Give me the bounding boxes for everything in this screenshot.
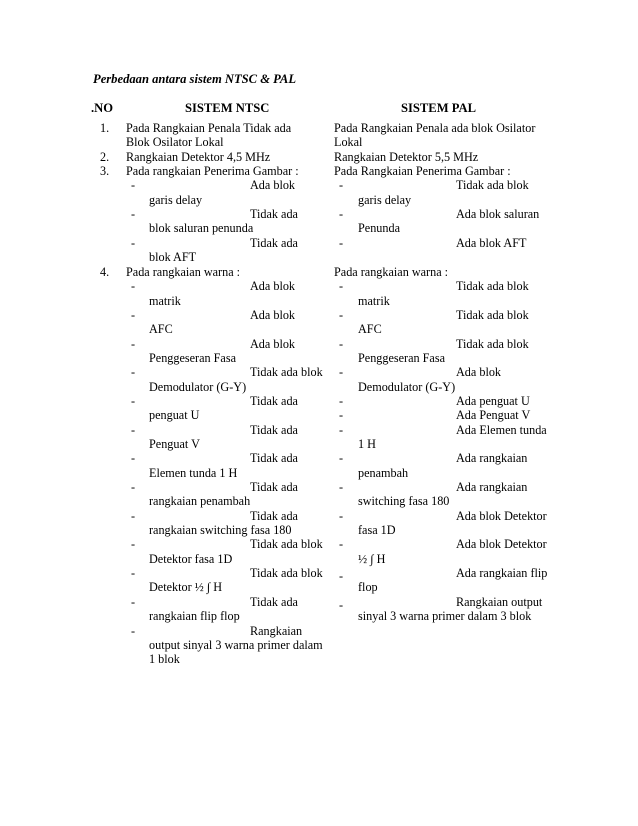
ntsc-item-desc: garis delay — [149, 193, 203, 207]
pal-item-dash: - — [339, 537, 344, 551]
ntsc-item-status: Tidak ada — [250, 236, 298, 250]
ntsc-item-desc: Elemen tunda 1 H — [149, 466, 238, 480]
ntsc-item-desc: Penguat V — [149, 437, 200, 451]
ntsc-cell: Pada rangkaian warna : — [126, 265, 241, 279]
pal-item-status: Ada Penguat V — [456, 408, 531, 422]
ntsc-item-status: Tidak ada — [250, 451, 298, 465]
pal-item-dash: - — [339, 394, 344, 408]
ntsc-item-status: Ada blok — [250, 308, 296, 322]
ntsc-item-desc-cont: 1 blok — [149, 652, 180, 666]
pal-item-dash: - — [339, 451, 344, 465]
pal-item-desc: penambah — [358, 466, 409, 480]
pal-item-status: Tidak ada blok — [456, 178, 529, 192]
pal-item-status: Ada blok Detektor — [456, 537, 547, 551]
row-number: 2. — [100, 150, 110, 164]
pal-item-desc: garis delay — [358, 193, 412, 207]
pal-item-dash: - — [339, 480, 344, 494]
ntsc-item-status: Tidak ada — [250, 509, 298, 523]
pal-item-desc: sinyal 3 warna primer dalam 3 blok — [358, 609, 532, 623]
ntsc-item-desc: matrik — [149, 294, 181, 308]
ntsc-item-status: Tidak ada blok — [250, 365, 323, 379]
ntsc-item-status: Ada blok — [250, 337, 296, 351]
ntsc-item-desc: rangkaian switching fasa 180 — [149, 523, 292, 537]
pal-item-desc: 1 H — [358, 437, 376, 451]
ntsc-item-dash: - — [131, 236, 136, 250]
pal-item-dash: - — [339, 279, 344, 293]
pal-cell: Pada Rangkaian Penerima Gambar : — [334, 164, 511, 178]
row-number: 4. — [100, 265, 110, 279]
pal-item-desc: Penggeseran Fasa — [358, 351, 445, 365]
pal-item-desc: flop — [358, 580, 378, 594]
header-ntsc: SISTEM NTSC — [185, 101, 270, 115]
pal-item-status: Ada blok saluran — [456, 207, 540, 221]
ntsc-item-dash: - — [131, 365, 136, 379]
ntsc-item-dash: - — [131, 308, 136, 322]
ntsc-item-dash: - — [131, 566, 136, 580]
ntsc-item-desc: Penggeseran Fasa — [149, 351, 236, 365]
ntsc-cell: Pada Rangkaian Penala Tidak ada — [126, 121, 292, 135]
ntsc-item-desc: AFC — [149, 322, 173, 336]
pal-item-desc: Penunda — [358, 221, 400, 235]
ntsc-item-status: Tidak ada — [250, 480, 298, 494]
pal-cell: Pada rangkaian warna : — [334, 265, 449, 279]
pal-item-desc: ½ ∫ H — [358, 552, 386, 566]
pal-item-dash: - — [339, 236, 344, 250]
ntsc-item-desc: blok saluran penunda — [149, 221, 254, 235]
pal-item-status: Ada rangkaian — [456, 480, 528, 494]
pal-item-status: Ada blok AFT — [456, 236, 527, 250]
ntsc-item-dash: - — [131, 423, 136, 437]
pal-item-status: Ada blok — [456, 365, 502, 379]
pal-item-status: Ada rangkaian flip — [456, 566, 548, 580]
ntsc-cell: Rangkaian Detektor 4,5 MHz — [126, 150, 271, 164]
ntsc-item-desc: output sinyal 3 warna primer dalam — [149, 638, 323, 652]
pal-item-dash: - — [339, 408, 344, 422]
ntsc-item-status: Tidak ada blok — [250, 537, 323, 551]
ntsc-item-dash: - — [131, 394, 136, 408]
pal-cell-cont: Lokal — [334, 135, 363, 149]
ntsc-item-dash: - — [131, 279, 136, 293]
ntsc-item-status: Ada blok — [250, 178, 296, 192]
ntsc-item-desc: penguat U — [149, 408, 200, 422]
ntsc-item-status: Ada blok — [250, 279, 296, 293]
pal-item-status: Ada blok Detektor — [456, 509, 547, 523]
ntsc-item-desc: Demodulator (G-Y) — [149, 380, 247, 394]
pal-cell: Rangkaian Detektor 5,5 MHz — [334, 150, 479, 164]
ntsc-item-desc: Detektor ½ ∫ H — [149, 580, 223, 594]
pal-item-status: Tidak ada blok — [456, 308, 529, 322]
pal-item-status: Tidak ada blok — [456, 279, 529, 293]
row-number: 1. — [100, 121, 110, 135]
pal-item-dash: - — [339, 598, 344, 612]
ntsc-item-status: Tidak ada — [250, 595, 298, 609]
pal-item-desc: AFC — [358, 322, 382, 336]
ntsc-item-dash: - — [131, 509, 136, 523]
row-number: 3. — [100, 164, 110, 178]
pal-item-dash: - — [339, 178, 344, 192]
ntsc-item-status: Rangkaian — [250, 624, 303, 638]
ntsc-item-desc: rangkaian penambah — [149, 494, 251, 508]
ntsc-item-status: Tidak ada — [250, 394, 298, 408]
pal-item-status: Ada penguat U — [456, 394, 530, 408]
ntsc-item-desc: blok AFT — [149, 250, 197, 264]
pal-item-desc: switching fasa 180 — [358, 494, 450, 508]
ntsc-item-desc: Detektor fasa 1D — [149, 552, 233, 566]
ntsc-item-dash: - — [131, 451, 136, 465]
ntsc-cell: Pada rangkaian Penerima Gambar : — [126, 164, 299, 178]
ntsc-item-dash: - — [131, 178, 136, 192]
pal-item-desc: Demodulator (G-Y) — [358, 380, 456, 394]
pal-item-dash: - — [339, 207, 344, 221]
ntsc-item-status: Tidak ada blok — [250, 566, 323, 580]
ntsc-item-desc: rangkaian flip flop — [149, 609, 240, 623]
pal-item-dash: - — [339, 308, 344, 322]
pal-cell: Pada Rangkaian Penala ada blok Osilator — [334, 121, 536, 135]
ntsc-cell-cont: Blok Osilator Lokal — [126, 135, 224, 149]
header-pal: SISTEM PAL — [401, 101, 476, 115]
document-title: Perbedaan antara sistem NTSC & PAL — [93, 72, 297, 86]
pal-item-status: Ada rangkaian — [456, 451, 528, 465]
pal-item-desc: matrik — [358, 294, 390, 308]
ntsc-item-dash: - — [131, 624, 136, 638]
pal-item-status: Tidak ada blok — [456, 337, 529, 351]
pal-item-dash: - — [339, 365, 344, 379]
pal-item-dash: - — [339, 509, 344, 523]
pal-item-desc: fasa 1D — [358, 523, 396, 537]
header-no: .NO — [91, 101, 114, 115]
ntsc-item-dash: - — [131, 595, 136, 609]
pal-item-status: Ada Elemen tunda — [456, 423, 547, 437]
ntsc-item-dash: - — [131, 480, 136, 494]
pal-item-dash: - — [339, 569, 344, 583]
pal-item-dash: - — [339, 337, 344, 351]
pal-item-dash: - — [339, 423, 344, 437]
ntsc-item-dash: - — [131, 337, 136, 351]
ntsc-item-dash: - — [131, 207, 136, 221]
ntsc-item-dash: - — [131, 537, 136, 551]
ntsc-item-status: Tidak ada — [250, 423, 298, 437]
pal-item-status: Rangkaian output — [456, 595, 543, 609]
ntsc-item-status: Tidak ada — [250, 207, 298, 221]
